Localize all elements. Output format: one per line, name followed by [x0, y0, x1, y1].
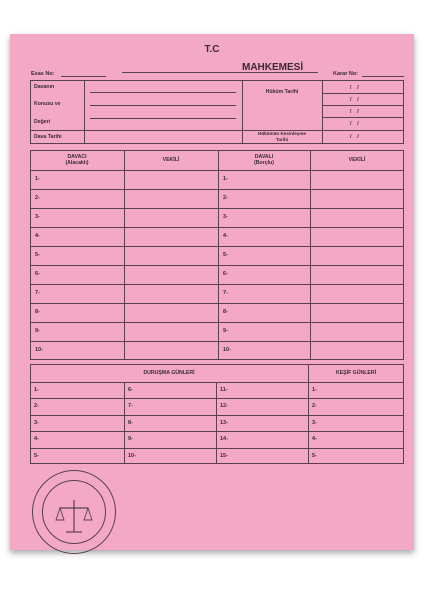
hearing-day-number: 15- — [220, 452, 228, 459]
parties-table — [30, 150, 404, 360]
date-line — [322, 93, 404, 94]
date-field[interactable]: / / — [350, 109, 359, 115]
kesinlesme-label: Hükümün Kesinleşme Tarihi — [258, 131, 306, 142]
konu-line-3[interactable] — [90, 118, 236, 119]
davali-row-number: 1- — [223, 176, 228, 182]
hearing-row-line — [30, 398, 404, 399]
karar-no-label: Karar No: — [333, 71, 359, 77]
case-folder — [10, 34, 414, 550]
davali-row-number: 5- — [223, 252, 228, 258]
info-divider-right — [322, 80, 323, 144]
hearing-day-number: 8- — [128, 419, 133, 426]
davali-row-number: 8- — [223, 309, 228, 315]
hearing-day-number: 3- — [312, 419, 317, 426]
party-row-line — [30, 341, 404, 342]
parties-col-line — [310, 150, 311, 360]
parties-header-line — [30, 170, 404, 171]
scales-of-justice-icon — [32, 470, 116, 554]
date-field[interactable]: / / — [350, 85, 359, 91]
davali-row-number: 2- — [223, 195, 228, 201]
hearings-col-line — [216, 382, 217, 464]
hearing-row-line — [30, 431, 404, 432]
vekili-right-header: VEKİLİ — [348, 157, 366, 163]
party-row-line — [30, 322, 404, 323]
hearing-day-number: 5- — [34, 452, 39, 459]
date-field[interactable]: / / — [350, 121, 359, 127]
hearing-day-number: 9- — [128, 436, 133, 443]
hearing-day-number: 4- — [312, 436, 317, 443]
court-title: MAHKEMESİ — [242, 62, 304, 73]
davali-header: DAVALI (Borçlu) — [254, 154, 274, 166]
date-field[interactable]: / / — [350, 97, 359, 103]
hearing-row-line — [30, 448, 404, 449]
date-field[interactable]: / / — [350, 134, 359, 140]
hearing-row-line — [30, 415, 404, 416]
date-line — [322, 117, 404, 118]
hearing-day-number: 3- — [34, 419, 39, 426]
hearing-day-number: 2- — [312, 403, 317, 410]
konusu-label: Konusu ve — [34, 101, 61, 107]
kesif-title: KEŞİF GÜNLERİ — [335, 370, 377, 376]
dava-tarihi-label: Dava Tarihi — [34, 134, 62, 140]
party-row-line — [30, 303, 404, 304]
davali-row-number: 6- — [223, 271, 228, 277]
hearing-day-number: 11- — [220, 387, 228, 393]
davaci-row-number: 9- — [35, 328, 40, 334]
hearing-day-number: 14- — [220, 436, 228, 443]
davanin-label: Davanın — [34, 84, 55, 90]
davali-row-number: 3- — [223, 214, 228, 220]
hearing-day-number: 12- — [220, 403, 228, 410]
parties-col-line — [218, 150, 219, 360]
party-row-line — [30, 227, 404, 228]
konu-line-2[interactable] — [90, 105, 236, 106]
court-name-line — [122, 72, 318, 73]
davali-row-number: 4- — [223, 233, 228, 239]
davaci-row-number: 8- — [35, 309, 40, 315]
davali-row-number: 9- — [223, 328, 228, 334]
tc-heading: T.C — [204, 44, 220, 55]
info-row-line — [30, 130, 242, 131]
hearing-day-number: 6- — [128, 387, 133, 393]
party-row-line — [30, 265, 404, 266]
hearing-day-number: 4- — [34, 436, 39, 443]
degeri-label: Değeri — [34, 119, 51, 125]
davaci-header: DAVACI (Alacaklı) — [65, 154, 89, 166]
davaci-row-number: 3- — [35, 214, 40, 220]
davaci-row-number: 4- — [35, 233, 40, 239]
party-row-line — [30, 208, 404, 209]
party-row-line — [30, 284, 404, 285]
hearing-day-number: 13- — [220, 419, 228, 426]
hearing-day-number: 5- — [312, 452, 317, 459]
hearing-day-number: 10- — [128, 452, 136, 459]
hearing-day-number: 7- — [128, 403, 133, 410]
davaci-row-number: 7- — [35, 290, 40, 296]
hearing-day-number: 1- — [34, 387, 39, 393]
hearing-day-number: 1- — [312, 387, 317, 393]
parties-col-line — [124, 150, 125, 360]
davaci-row-number: 1- — [35, 176, 40, 182]
hearings-header-line — [30, 382, 404, 383]
party-row-line — [30, 189, 404, 190]
party-row-line — [30, 246, 404, 247]
hukum-tarihi-label: Hüküm Tarihi — [265, 89, 299, 95]
info-divider-left — [84, 80, 85, 144]
hearings-col-line — [124, 382, 125, 464]
esas-no-field[interactable] — [61, 76, 106, 77]
hearing-day-number: 2- — [34, 403, 39, 410]
durusma-title: DURUŞMA GÜNLERİ — [143, 370, 195, 376]
davaci-row-number: 2- — [35, 195, 40, 201]
konu-line-1[interactable] — [90, 92, 236, 93]
karar-no-field[interactable] — [362, 76, 404, 77]
davaci-row-number: 5- — [35, 252, 40, 258]
vekili-left-header: VEKİLİ — [162, 157, 180, 163]
davali-row-number: 10- — [223, 347, 231, 353]
esas-no-label: Esas No: — [31, 71, 55, 77]
davali-row-number: 7- — [223, 290, 228, 296]
case-info-box — [30, 80, 404, 144]
davaci-row-number: 10- — [35, 347, 43, 353]
davaci-row-number: 6- — [35, 271, 40, 277]
date-line — [322, 105, 404, 106]
